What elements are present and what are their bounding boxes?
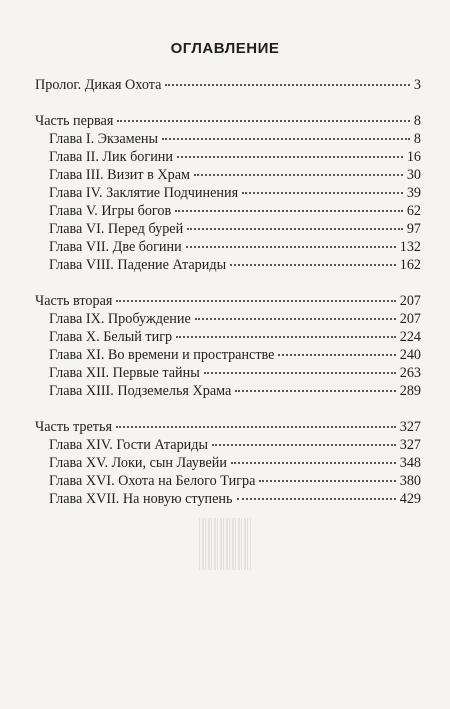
toc-entry-prologue <box>35 76 421 94</box>
entry-page: 207 <box>399 311 421 327</box>
part-gap <box>35 400 421 418</box>
dot-leader <box>212 443 396 446</box>
entry-label: Часть первая <box>35 113 114 129</box>
toc-title: ОГЛАВЛЕНИЕ <box>170 40 280 57</box>
toc-entry-chapter <box>35 454 421 472</box>
entry-label: Часть третья <box>35 419 112 435</box>
entry-page: 429 <box>399 491 421 507</box>
entry-label: Глава VIII. Падение Атариды <box>49 257 227 273</box>
dot-leader <box>186 245 396 248</box>
entry-page: 132 <box>399 239 421 255</box>
dot-leader <box>231 461 396 464</box>
entry-label: Часть вторая <box>35 293 113 309</box>
toc-entry-part <box>35 292 421 310</box>
entry-label: Глава II. Лик богини <box>49 149 173 165</box>
dot-leader <box>162 137 410 140</box>
toc-entry-part <box>35 418 421 436</box>
toc-entry-chapter <box>35 238 421 256</box>
entry-label: Пролог. Дикая Охота <box>35 77 162 93</box>
toc-entry-chapter <box>35 382 421 400</box>
dot-leader <box>176 335 396 338</box>
dot-leader <box>259 479 395 482</box>
entry-page: 8 <box>413 131 421 147</box>
entry-label: Глава IV. Заклятие Подчинения <box>49 185 239 201</box>
dot-leader <box>242 191 403 194</box>
entry-page: 263 <box>399 365 421 381</box>
entry-page: 327 <box>399 419 421 435</box>
toc-entry-chapter <box>35 148 421 166</box>
entry-label: Глава XVII. На новую ступень <box>49 491 233 507</box>
dot-leader <box>175 209 403 212</box>
dot-leader <box>235 389 395 392</box>
entry-label: Глава XIII. Подземелья Храма <box>49 383 232 399</box>
entry-page: 8 <box>413 113 421 129</box>
toc-entry-chapter <box>35 256 421 274</box>
dot-leader <box>194 173 403 176</box>
dot-leader <box>116 299 395 302</box>
entry-page: 207 <box>399 293 421 309</box>
toc-entry-part <box>35 112 421 130</box>
entry-page: 224 <box>399 329 421 345</box>
dot-leader <box>230 263 396 266</box>
toc-entry-chapter <box>35 220 421 238</box>
entry-label: Глава X. Белый тигр <box>49 329 173 345</box>
entry-page: 240 <box>399 347 421 363</box>
toc-parts <box>35 112 421 508</box>
entry-label: Глава XVI. Охота на Белого Тигра <box>49 473 256 489</box>
toc-entry-chapter <box>35 364 421 382</box>
entry-page: 327 <box>399 437 421 453</box>
dot-leader <box>177 155 403 158</box>
entry-page: 62 <box>406 203 421 219</box>
entry-page: 3 <box>413 77 421 93</box>
entry-page: 39 <box>406 185 421 201</box>
entry-label: Глава XI. Во времени и пространстве <box>49 347 275 363</box>
entry-label: Глава I. Экзамены <box>49 131 159 147</box>
toc-entry-chapter <box>35 202 421 220</box>
entry-label: Глава IX. Пробуждение <box>49 311 191 327</box>
dot-leader <box>116 425 396 428</box>
entry-page: 289 <box>399 383 421 399</box>
entry-page: 16 <box>406 149 421 165</box>
entry-label: Глава VII. Две богини <box>49 239 182 255</box>
toc-entry-chapter <box>35 328 421 346</box>
entry-page: 30 <box>406 167 421 183</box>
toc-entry-chapter <box>35 130 421 148</box>
entry-label: Глава XV. Локи, сын Лаувейи <box>49 455 227 471</box>
entry-page: 380 <box>399 473 421 489</box>
toc-entry-chapter <box>35 310 421 328</box>
entry-page: 162 <box>399 257 421 273</box>
show-through-barcode <box>199 518 251 570</box>
entry-label: Глава V. Игры богов <box>49 203 172 219</box>
prologue-section <box>35 76 421 94</box>
entry-label: Глава III. Визит в Храм <box>49 167 190 183</box>
entry-page: 97 <box>406 221 421 237</box>
entry-label: Глава XIV. Гости Атариды <box>49 437 209 453</box>
toc-entry-chapter <box>35 436 421 454</box>
toc-entry-chapter <box>35 472 421 490</box>
dot-leader <box>237 497 396 500</box>
entry-label: Глава XII. Первые тайны <box>49 365 200 381</box>
dot-leader <box>278 353 395 356</box>
dot-leader <box>187 227 403 230</box>
dot-leader <box>204 371 396 374</box>
part-gap <box>35 274 421 292</box>
entry-label: Глава VI. Перед бурей <box>49 221 184 237</box>
toc-entry-chapter <box>35 184 421 202</box>
dot-leader <box>117 119 410 122</box>
dot-leader <box>195 317 396 320</box>
toc-entry-chapter <box>35 346 421 364</box>
dot-leader <box>165 83 409 86</box>
toc-entry-chapter <box>35 166 421 184</box>
entry-page: 348 <box>399 455 421 471</box>
toc-entry-chapter <box>35 490 421 508</box>
